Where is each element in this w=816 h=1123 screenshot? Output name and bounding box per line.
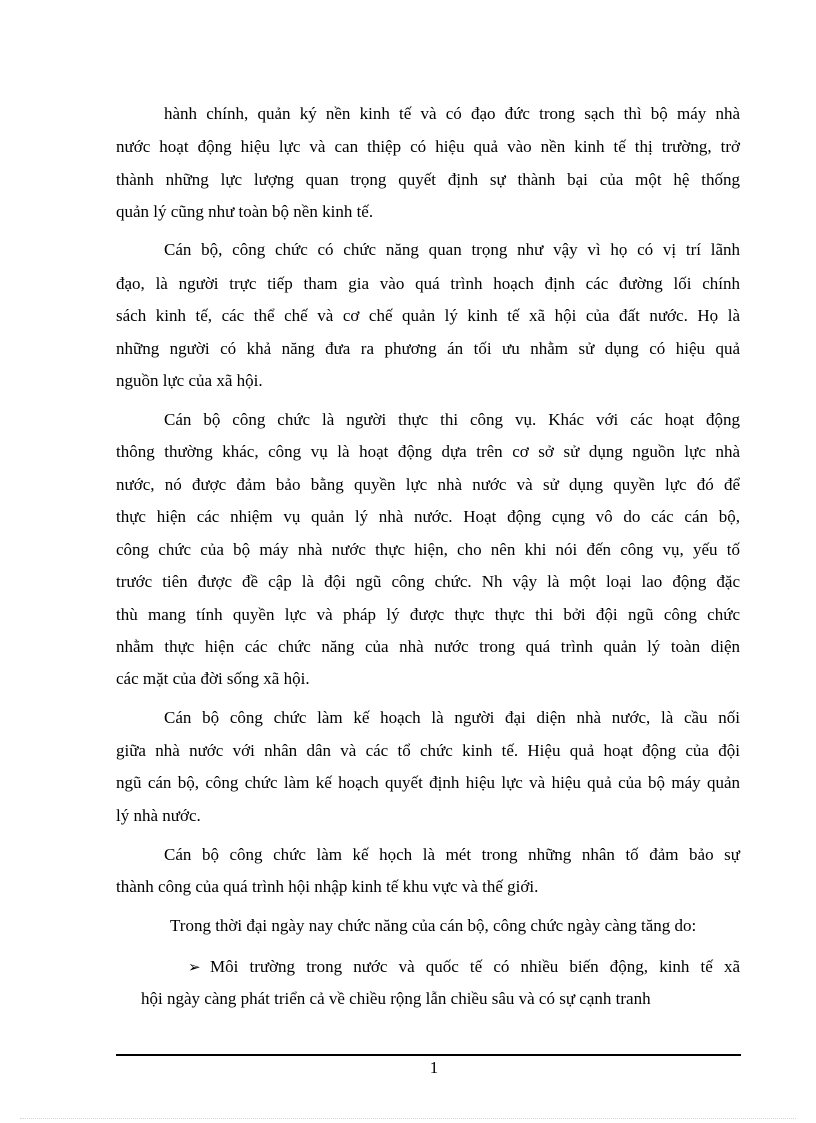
- text-line: hội ngày càng phát triển cả về chiều rộng lẫn chiều sâu và có sự cạnh tranh: [141, 989, 651, 1008]
- text-line: thực hiện các nhiệm vụ quản lý nhà nước. Hoạt động cụng vô do các cán bộ,: [116, 507, 740, 526]
- text-line: Trong thời đại ngày nay chức năng của cán bộ, công chức ngày càng tăng do:: [170, 916, 697, 935]
- text-line: Cán bộ công chức làm kế hoạch là người đại diện nhà nước, là cầu nối: [164, 708, 740, 727]
- text-line: công chức của bộ máy nhà nước thực hiện, cho nên khi nói đến công vụ, yếu tố: [116, 540, 740, 559]
- text-line: lý nhà nước.: [116, 806, 201, 825]
- text-line: các mặt của đời sống xã hội.: [116, 669, 310, 688]
- text-line: thông thường khác, công vụ là hoạt động dựa trên cơ sở sử dụng nguồn lực nhà: [116, 442, 740, 461]
- text-line: sách kinh tế, các thể chế và cơ chế quản lý kinh tế xã hội của đất nước. Họ là: [116, 306, 740, 325]
- text-line: nước, nó được đảm bảo bằng quyền lực nhà nước và sử dụng quyền lực đó để: [116, 475, 740, 494]
- text-line: Cán bộ công chức là người thực thi công vụ. Khác với các hoạt động: [164, 410, 740, 429]
- text-line: quản lý cũng như toàn bộ nền kinh tế.: [116, 202, 374, 221]
- text-line: hành chính, quản ký nền kinh tế và có đạo đức trong sạch thì bộ máy nhà: [164, 104, 740, 123]
- page-number: 1: [429, 1058, 439, 1077]
- text-line: thành những lực lượng quan trọng quyết định sự thành bại của một hệ thống: [116, 170, 740, 189]
- text-line: trước tiên được đề cập là đội ngũ công chức. Nh vậy là một loại lao động đặc: [116, 572, 740, 591]
- text-line: Cán bộ, công chức có chức năng quan trọng như vậy vì họ có vị trí lãnh: [164, 240, 740, 259]
- text-line: ngũ cán bộ, công chức làm kế hoạch quyết định hiệu lực và hiệu quả của bộ máy quản: [116, 773, 740, 792]
- text-line: đạo, là người trực tiếp tham gia vào quá trình hoạch định các đường lối chính: [116, 274, 740, 293]
- text-line: nguồn lực của xã hội.: [116, 371, 263, 390]
- page-bottom-divider: [20, 1118, 796, 1119]
- text-line: giữa nhà nước với nhân dân và các tổ chức kinh tế. Hiệu quả hoạt động của đội: [116, 741, 740, 760]
- text-line: những người có khả năng đưa ra phương án tối ưu nhằm sử dụng có hiệu quả: [116, 339, 740, 358]
- text-line: Cán bộ công chức làm kế họch là mét trong những nhân tố đảm bảo sự: [164, 845, 740, 864]
- text-line: nhằm thực hiện các chức năng của nhà nước trong quá trình quản lý toàn diện: [116, 637, 740, 656]
- text-line: nước hoạt động hiệu lực và can thiệp có hiệu quả vào nền kinh tế thị trường, trở: [116, 137, 740, 156]
- arrowhead-bullet-icon: ➢: [188, 958, 201, 976]
- bullet-line: [188, 957, 740, 977]
- text-line: thành công của quá trình hội nhập kinh tế khu vực và thế giới.: [116, 877, 539, 896]
- text-line: thù mang tính quyền lực và pháp lý được thực thực thi bởi đội ngũ công chức: [116, 605, 740, 624]
- bullet-text: Môi trường trong nước và quốc tế có nhiều biến động, kinh tế xã: [210, 957, 740, 976]
- footer-divider: [116, 1054, 741, 1056]
